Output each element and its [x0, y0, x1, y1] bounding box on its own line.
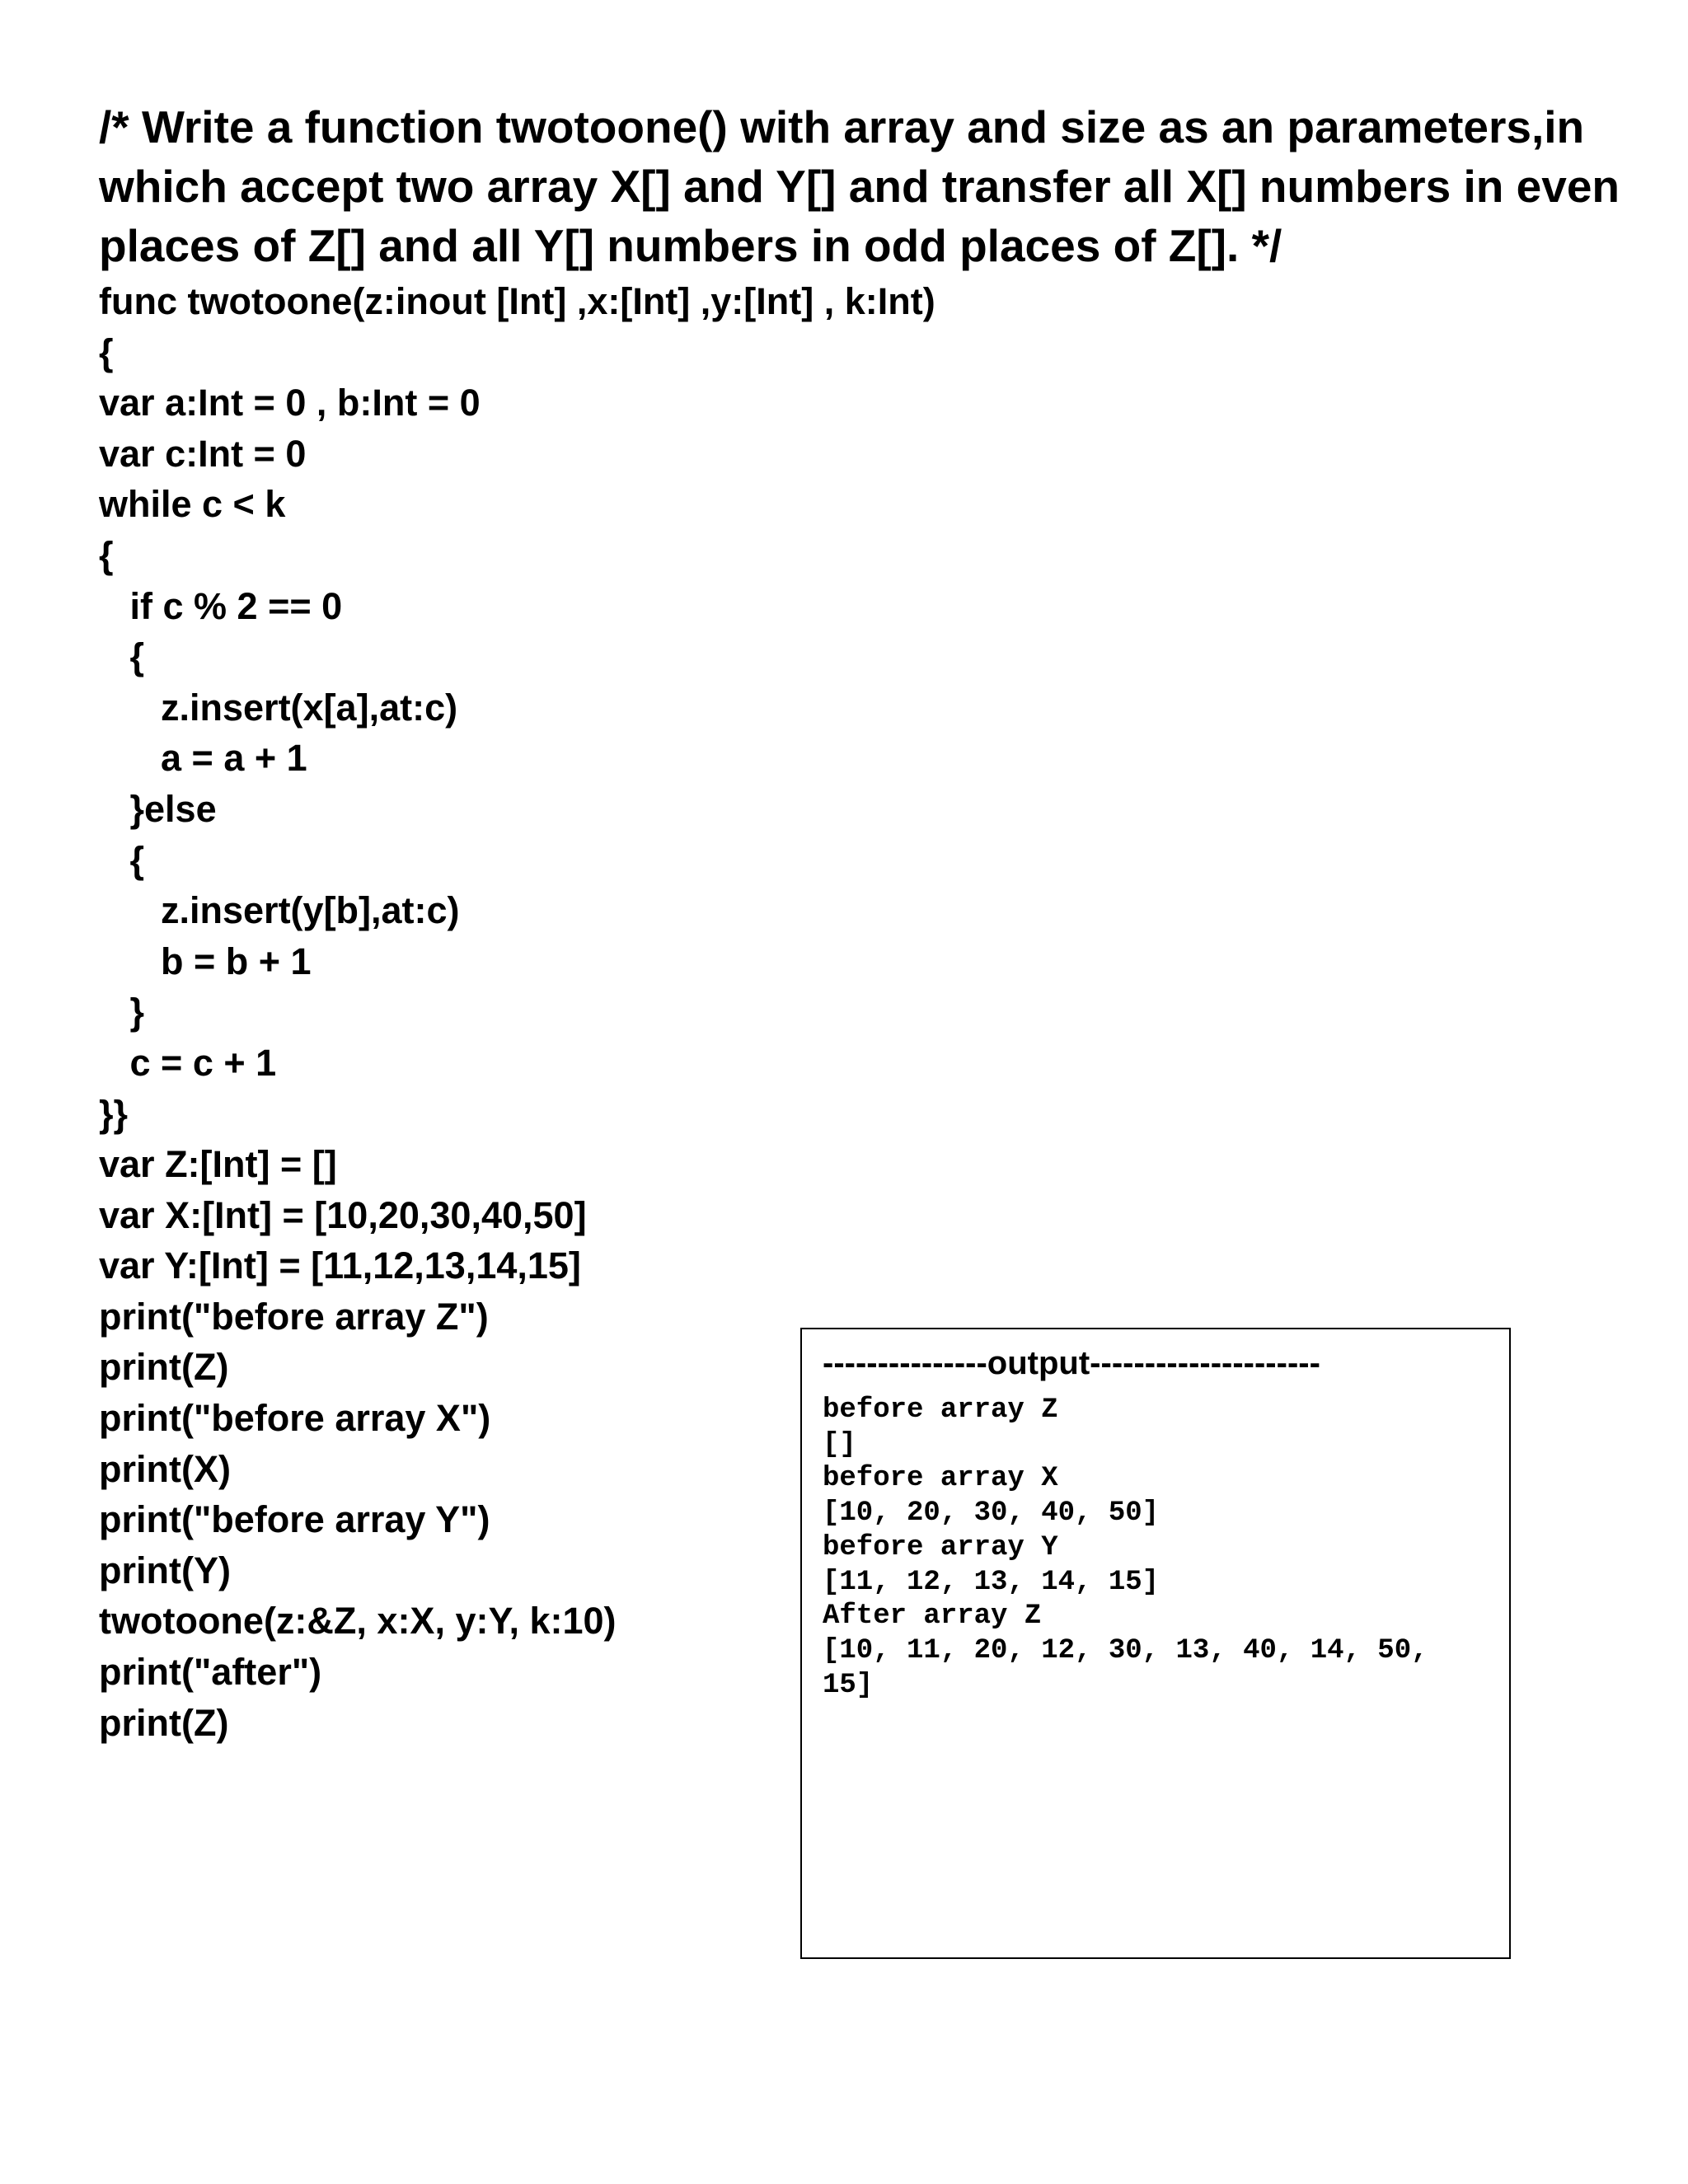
code-line: }else: [99, 787, 217, 830]
output-line: before array Y: [823, 1531, 1058, 1563]
output-line: []: [823, 1428, 856, 1460]
code-line: }}: [99, 1092, 129, 1135]
output-line: [10, 11, 20, 12, 30, 13, 40, 14, 50,: [823, 1634, 1428, 1666]
code-line: var Z:[Int] = []: [99, 1143, 337, 1186]
code-line: while c < k: [99, 483, 286, 526]
code-line: {: [99, 330, 114, 373]
output-line: 15]: [823, 1669, 874, 1701]
code-line: print("before array X"): [99, 1397, 491, 1440]
code-line: var c:Int = 0: [99, 432, 307, 475]
code-line: print("after"): [99, 1651, 322, 1694]
problem-statement-line: /* Write a function twotoone() with array and size as an parameters,in: [99, 101, 1585, 152]
code-line: print("before array Y"): [99, 1498, 490, 1541]
code-line: print(X): [99, 1447, 231, 1490]
code-line: print(Y): [99, 1549, 231, 1591]
code-line: var Y:[Int] = [11,12,13,14,15]: [99, 1244, 581, 1287]
code-line: z.insert(x[a],at:c): [99, 686, 458, 729]
code-line: var a:Int = 0 , b:Int = 0: [99, 382, 481, 424]
code-line: print("before array Z"): [99, 1295, 489, 1338]
output-line: [11, 12, 13, 14, 15]: [823, 1566, 1160, 1598]
code-line: {: [99, 533, 114, 576]
output-title: ---------------output---------------------: [823, 1345, 1320, 1381]
code-line: print(Z): [99, 1701, 229, 1744]
problem-statement: [99, 97, 1620, 275]
code-line: var X:[Int] = [10,20,30,40,50]: [99, 1193, 587, 1236]
output-box: [800, 1328, 1511, 1959]
problem-statement-line: places of Z[] and all Y[] numbers in odd places of Z[]. */: [99, 220, 1282, 271]
code-line: a = a + 1: [99, 737, 307, 780]
problem-statement-line: which accept two array X[] and Y[] and transfer all X[] numbers in even: [99, 161, 1620, 212]
code-line: print(Z): [99, 1346, 229, 1389]
code-line: c = c + 1: [99, 1041, 277, 1084]
code-line: twotoone(z:&Z, x:X, y:Y, k:10): [99, 1600, 617, 1643]
code-line: {: [99, 838, 145, 881]
output-line: After array Z: [823, 1601, 1042, 1633]
code-line: {: [99, 635, 145, 678]
code-line: }: [99, 991, 145, 1033]
code-line: func twotoone(z:inout [Int] ,x:[Int] ,y:[Int] , k:Int): [99, 280, 935, 322]
code-line: z.insert(y[b],at:c): [99, 889, 460, 932]
output-line: before array Z: [823, 1394, 1058, 1426]
code-line: if c % 2 == 0: [99, 584, 343, 627]
output-line: before array X: [823, 1463, 1058, 1495]
output-console: [823, 1394, 1428, 1703]
code-line: b = b + 1: [99, 940, 312, 982]
output-line: [10, 20, 30, 40, 50]: [823, 1497, 1160, 1530]
